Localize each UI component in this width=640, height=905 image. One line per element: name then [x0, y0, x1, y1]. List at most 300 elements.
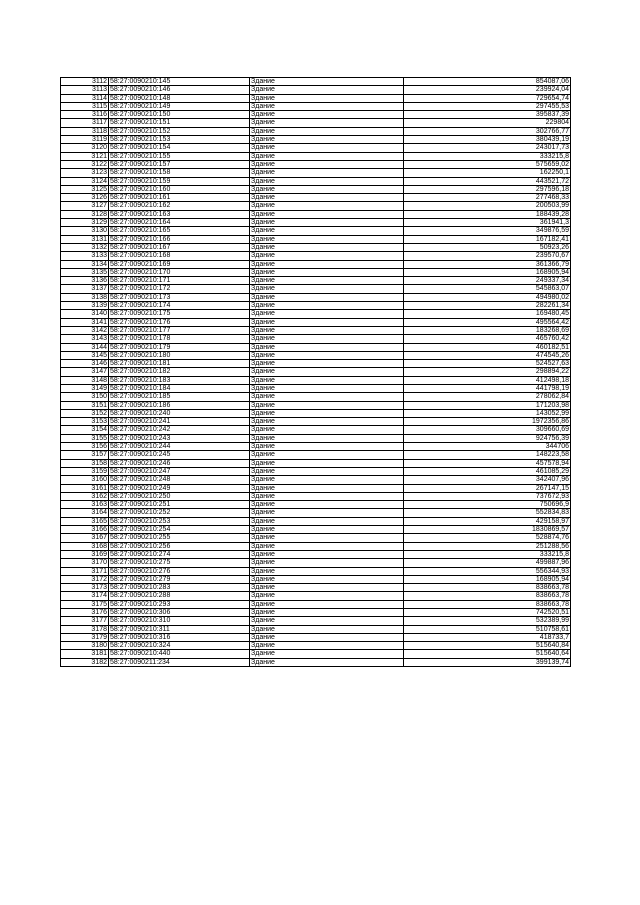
- cadastral-value-cell: 162250,1: [404, 169, 571, 177]
- table-row: [61, 210, 571, 218]
- cadastral-value-cell: 443521,72: [404, 177, 571, 185]
- table-row: [61, 351, 571, 359]
- table-row: [61, 119, 571, 127]
- row-number-cell: 3141: [61, 318, 109, 326]
- cadastral-value-cell: 838663,78: [404, 600, 571, 608]
- cadastral-value-cell: 838663,78: [404, 592, 571, 600]
- table-row: [61, 625, 571, 633]
- cadastral-value-cell: 229804: [404, 119, 571, 127]
- cadastral-value-cell: 474545,26: [404, 351, 571, 359]
- object-type-cell: Здание: [250, 443, 404, 451]
- object-type-cell: Здание: [250, 509, 404, 517]
- table-row: [61, 526, 571, 534]
- cadastral-value-cell: 277468,33: [404, 194, 571, 202]
- row-number-cell: 3134: [61, 260, 109, 268]
- row-number-cell: 3132: [61, 243, 109, 251]
- cadastral-value-cell: 460182,51: [404, 343, 571, 351]
- cadastral-value-cell: 495564,42: [404, 318, 571, 326]
- object-type-cell: Здание: [250, 401, 404, 409]
- table-row: [61, 592, 571, 600]
- cadastral-value-cell: 278062,84: [404, 393, 571, 401]
- cadastral-value-cell: 545863,07: [404, 285, 571, 293]
- cadastral-number-cell: 58:27:0090210:176: [109, 318, 250, 326]
- cadastral-number-cell: 58:27:0090210:178: [109, 335, 250, 343]
- cadastral-number-cell: 58:27:0090210:311: [109, 625, 250, 633]
- cadastral-number-cell: 58:27:0090210:243: [109, 434, 250, 442]
- table-row: [61, 94, 571, 102]
- row-number-cell: 3159: [61, 467, 109, 475]
- table-row: [61, 609, 571, 617]
- table-row: [61, 102, 571, 110]
- object-type-cell: Здание: [250, 310, 404, 318]
- row-number-cell: 3173: [61, 584, 109, 592]
- object-type-cell: Здание: [250, 78, 404, 86]
- object-type-cell: Здание: [250, 177, 404, 185]
- table-row: [61, 268, 571, 276]
- row-number-cell: 3177: [61, 617, 109, 625]
- cadastral-number-cell: 58:27:0090210:185: [109, 393, 250, 401]
- table-row: [61, 492, 571, 500]
- cadastral-value-cell: 251288,56: [404, 542, 571, 550]
- table-row: [61, 343, 571, 351]
- object-type-cell: Здание: [250, 235, 404, 243]
- row-number-cell: 3148: [61, 376, 109, 384]
- table-row: [61, 534, 571, 542]
- cadastral-value-cell: 556344,93: [404, 567, 571, 575]
- row-number-cell: 3180: [61, 642, 109, 650]
- cadastral-number-cell: 58:27:0090210:152: [109, 127, 250, 135]
- table-row: [61, 368, 571, 376]
- object-type-cell: Здание: [250, 144, 404, 152]
- cadastral-number-cell: 58:27:0090210:250: [109, 492, 250, 500]
- cadastral-value-cell: 412498,18: [404, 376, 571, 384]
- object-type-cell: Здание: [250, 650, 404, 658]
- row-number-cell: 3122: [61, 160, 109, 168]
- table-row: [61, 136, 571, 144]
- cadastral-number-cell: 58:27:0090210:173: [109, 293, 250, 301]
- cadastral-value-cell: 461085,29: [404, 467, 571, 475]
- row-number-cell: 3124: [61, 177, 109, 185]
- row-number-cell: 3156: [61, 443, 109, 451]
- row-number-cell: 3161: [61, 484, 109, 492]
- table-row: [61, 484, 571, 492]
- table-row: [61, 509, 571, 517]
- cadastral-number-cell: 58:27:0090210:162: [109, 202, 250, 210]
- table-row: [61, 650, 571, 658]
- table-row: [61, 559, 571, 567]
- cadastral-number-cell: 58:27:0090210:253: [109, 517, 250, 525]
- table-row: [61, 144, 571, 152]
- cadastral-number-cell: 58:27:0090210:159: [109, 177, 250, 185]
- cadastral-value-cell: 171203,98: [404, 401, 571, 409]
- row-number-cell: 3130: [61, 227, 109, 235]
- cadastral-number-cell: 58:27:0090210:167: [109, 243, 250, 251]
- row-number-cell: 3151: [61, 401, 109, 409]
- object-type-cell: Здание: [250, 476, 404, 484]
- cadastral-number-cell: 58:27:0090210:288: [109, 592, 250, 600]
- cadastral-number-cell: 58:27:0090210:324: [109, 642, 250, 650]
- cadastral-value-cell: 750696,9: [404, 501, 571, 509]
- cadastral-value-cell: 349876,59: [404, 227, 571, 235]
- row-number-cell: 3139: [61, 302, 109, 310]
- cadastral-number-cell: 58:27:0090210:182: [109, 368, 250, 376]
- row-number-cell: 3123: [61, 169, 109, 177]
- cadastral-value-cell: 249337,34: [404, 277, 571, 285]
- row-number-cell: 3113: [61, 86, 109, 94]
- cadastral-value-cell: 298894,22: [404, 368, 571, 376]
- row-number-cell: 3142: [61, 326, 109, 334]
- cadastral-number-cell: 58:27:0090210:274: [109, 550, 250, 558]
- cadastral-number-cell: 58:27:0090210:146: [109, 86, 250, 94]
- table-row: [61, 476, 571, 484]
- cadastral-value-cell: 342407,96: [404, 476, 571, 484]
- table-row: [61, 633, 571, 641]
- cadastral-number-cell: 58:27:0090210:248: [109, 476, 250, 484]
- object-type-cell: Здание: [250, 343, 404, 351]
- object-type-cell: Здание: [250, 119, 404, 127]
- cadastral-value-cell: 515640,64: [404, 650, 571, 658]
- object-type-cell: Здание: [250, 534, 404, 542]
- object-type-cell: Здание: [250, 318, 404, 326]
- row-number-cell: 3140: [61, 310, 109, 318]
- table-row: [61, 467, 571, 475]
- object-type-cell: Здание: [250, 642, 404, 650]
- object-type-cell: Здание: [250, 94, 404, 102]
- cadastral-number-cell: 58:27:0090210:244: [109, 443, 250, 451]
- row-number-cell: 3125: [61, 185, 109, 193]
- cadastral-value-cell: 333215,8: [404, 550, 571, 558]
- object-type-cell: Здание: [250, 102, 404, 110]
- cadastral-number-cell: 58:27:0090210:283: [109, 584, 250, 592]
- cadastral-number-cell: 58:27:0090210:246: [109, 459, 250, 467]
- object-type-cell: Здание: [250, 185, 404, 193]
- cadastral-number-cell: 58:27:0090210:293: [109, 600, 250, 608]
- object-type-cell: Здание: [250, 451, 404, 459]
- row-number-cell: 3150: [61, 393, 109, 401]
- object-type-cell: Здание: [250, 542, 404, 550]
- cadastral-value-cell: 188439,28: [404, 210, 571, 218]
- cadastral-value-cell: 441798,19: [404, 384, 571, 392]
- cadastral-value-cell: 200503,99: [404, 202, 571, 210]
- object-type-cell: Здание: [250, 633, 404, 641]
- table-row: [61, 393, 571, 401]
- table-row: [61, 384, 571, 392]
- row-number-cell: 3121: [61, 152, 109, 160]
- cadastral-value-cell: 297455,53: [404, 102, 571, 110]
- object-type-cell: Здание: [250, 526, 404, 534]
- cadastral-value-cell: 494980,02: [404, 293, 571, 301]
- object-type-cell: Здание: [250, 86, 404, 94]
- cadastral-value-cell: 465760,42: [404, 335, 571, 343]
- cadastral-number-cell: 58:27:0090210:240: [109, 409, 250, 417]
- row-number-cell: 3165: [61, 517, 109, 525]
- object-type-cell: Здание: [250, 393, 404, 401]
- cadastral-value-cell: 737672,93: [404, 492, 571, 500]
- object-type-cell: Здание: [250, 210, 404, 218]
- table-row: [61, 542, 571, 550]
- object-type-cell: Здание: [250, 600, 404, 608]
- cadastral-number-cell: 58:27:0090210:181: [109, 360, 250, 368]
- object-type-cell: Здание: [250, 260, 404, 268]
- cadastral-value-table: [60, 77, 571, 667]
- object-type-cell: Здание: [250, 592, 404, 600]
- object-type-cell: Здание: [250, 326, 404, 334]
- row-number-cell: 3182: [61, 658, 109, 666]
- row-number-cell: 3120: [61, 144, 109, 152]
- table-row: [61, 617, 571, 625]
- row-number-cell: 3137: [61, 285, 109, 293]
- cadastral-number-cell: 58:27:0090210:247: [109, 467, 250, 475]
- cadastral-number-cell: 58:27:0090210:170: [109, 268, 250, 276]
- object-type-cell: Здание: [250, 111, 404, 119]
- cadastral-number-cell: 58:27:0090210:158: [109, 169, 250, 177]
- table-row: [61, 575, 571, 583]
- row-number-cell: 3166: [61, 526, 109, 534]
- table-row: [61, 584, 571, 592]
- table-row: [61, 152, 571, 160]
- row-number-cell: 3131: [61, 235, 109, 243]
- object-type-cell: Здание: [250, 136, 404, 144]
- cadastral-value-cell: 169480,45: [404, 310, 571, 318]
- table-row: [61, 335, 571, 343]
- row-number-cell: 3164: [61, 509, 109, 517]
- cadastral-value-cell: 1830869,57: [404, 526, 571, 534]
- cadastral-number-cell: 58:27:0090210:310: [109, 617, 250, 625]
- object-type-cell: Здание: [250, 335, 404, 343]
- cadastral-value-cell: 168905,94: [404, 268, 571, 276]
- cadastral-value-cell: 333215,8: [404, 152, 571, 160]
- row-number-cell: 3126: [61, 194, 109, 202]
- table-row: [61, 185, 571, 193]
- table-row: [61, 318, 571, 326]
- row-number-cell: 3179: [61, 633, 109, 641]
- object-type-cell: Здание: [250, 302, 404, 310]
- cadastral-value-cell: 457578,94: [404, 459, 571, 467]
- row-number-cell: 3169: [61, 550, 109, 558]
- cadastral-number-cell: 58:27:0090210:145: [109, 78, 250, 86]
- object-type-cell: Здание: [250, 617, 404, 625]
- object-type-cell: Здание: [250, 517, 404, 525]
- object-type-cell: Здание: [250, 467, 404, 475]
- cadastral-number-cell: 58:27:0090210:186: [109, 401, 250, 409]
- table-row: [61, 443, 571, 451]
- cadastral-number-cell: 58:27:0090210:166: [109, 235, 250, 243]
- cadastral-number-cell: 58:27:0090210:279: [109, 575, 250, 583]
- cadastral-number-cell: 58:27:0090210:180: [109, 351, 250, 359]
- cadastral-number-cell: 58:27:0090210:177: [109, 326, 250, 334]
- row-number-cell: 3129: [61, 219, 109, 227]
- object-type-cell: Здание: [250, 501, 404, 509]
- cadastral-number-cell: 58:27:0090210:169: [109, 260, 250, 268]
- table-row: [61, 227, 571, 235]
- object-type-cell: Здание: [250, 169, 404, 177]
- row-number-cell: 3155: [61, 434, 109, 442]
- object-type-cell: Здание: [250, 252, 404, 260]
- object-type-cell: Здание: [250, 492, 404, 500]
- cadastral-number-cell: 58:27:0090210:157: [109, 160, 250, 168]
- cadastral-value-cell: 510758,61: [404, 625, 571, 633]
- row-number-cell: 3138: [61, 293, 109, 301]
- table-row: [61, 260, 571, 268]
- object-type-cell: Здание: [250, 285, 404, 293]
- object-type-cell: Здание: [250, 550, 404, 558]
- object-type-cell: Здание: [250, 625, 404, 633]
- row-number-cell: 3143: [61, 335, 109, 343]
- cadastral-value-cell: 239924,04: [404, 86, 571, 94]
- row-number-cell: 3145: [61, 351, 109, 359]
- table-row: [61, 252, 571, 260]
- cadastral-value-cell: 380439,19: [404, 136, 571, 144]
- cadastral-number-cell: 58:27:0090210:153: [109, 136, 250, 144]
- table-row: [61, 78, 571, 86]
- cadastral-number-cell: 58:27:0090210:306: [109, 609, 250, 617]
- cadastral-number-cell: 58:27:0090210:148: [109, 94, 250, 102]
- row-number-cell: 3117: [61, 119, 109, 127]
- cadastral-number-cell: 58:27:0090210:161: [109, 194, 250, 202]
- table-row: [61, 409, 571, 417]
- row-number-cell: 3160: [61, 476, 109, 484]
- table-row: [61, 202, 571, 210]
- cadastral-number-cell: 58:27:0090210:256: [109, 542, 250, 550]
- cadastral-value-cell: 838663,78: [404, 584, 571, 592]
- table-row: [61, 550, 571, 558]
- row-number-cell: 3176: [61, 609, 109, 617]
- row-number-cell: 3119: [61, 136, 109, 144]
- object-type-cell: Здание: [250, 243, 404, 251]
- table-row: [61, 600, 571, 608]
- cadastral-number-cell: 58:27:0090210:160: [109, 185, 250, 193]
- table-row: [61, 376, 571, 384]
- cadastral-value-cell: 552834,83: [404, 509, 571, 517]
- cadastral-number-cell: 58:27:0090210:184: [109, 384, 250, 392]
- object-type-cell: Здание: [250, 609, 404, 617]
- cadastral-number-cell: 58:27:0090210:255: [109, 534, 250, 542]
- cadastral-value-cell: 418733,7: [404, 633, 571, 641]
- cadastral-number-cell: 58:27:0090210:183: [109, 376, 250, 384]
- cadastral-number-cell: 58:27:0090211:234: [109, 658, 250, 666]
- row-number-cell: 3146: [61, 360, 109, 368]
- object-type-cell: Здание: [250, 202, 404, 210]
- object-type-cell: Здание: [250, 384, 404, 392]
- cadastral-number-cell: 58:27:0090210:276: [109, 567, 250, 575]
- row-number-cell: 3174: [61, 592, 109, 600]
- cadastral-number-cell: 58:27:0090210:150: [109, 111, 250, 119]
- row-number-cell: 3154: [61, 426, 109, 434]
- table-row: [61, 567, 571, 575]
- row-number-cell: 3158: [61, 459, 109, 467]
- cadastral-value-cell: 854087,06: [404, 78, 571, 86]
- table-row: [61, 243, 571, 251]
- cadastral-value-cell: 361941,3: [404, 219, 571, 227]
- table-row: [61, 360, 571, 368]
- table-row: [61, 169, 571, 177]
- row-number-cell: 3152: [61, 409, 109, 417]
- table-row: [61, 434, 571, 442]
- cadastral-value-cell: 361366,79: [404, 260, 571, 268]
- cadastral-value-cell: 243017,73: [404, 144, 571, 152]
- cadastral-number-cell: 58:27:0090210:155: [109, 152, 250, 160]
- table-row: [61, 418, 571, 426]
- cadastral-value-cell: 924756,39: [404, 434, 571, 442]
- table-row: [61, 277, 571, 285]
- cadastral-number-cell: 58:27:0090210:154: [109, 144, 250, 152]
- object-type-cell: Здание: [250, 426, 404, 434]
- cadastral-value-cell: 143052,99: [404, 409, 571, 417]
- object-type-cell: Здание: [250, 409, 404, 417]
- cadastral-value-cell: 302766,77: [404, 127, 571, 135]
- cadastral-number-cell: 58:27:0090210:242: [109, 426, 250, 434]
- cadastral-value-cell: 183268,69: [404, 326, 571, 334]
- object-type-cell: Здание: [250, 360, 404, 368]
- cadastral-value-cell: 167182,41: [404, 235, 571, 243]
- table-row: [61, 426, 571, 434]
- cadastral-number-cell: 58:27:0090210:275: [109, 559, 250, 567]
- object-type-cell: Здание: [250, 418, 404, 426]
- object-type-cell: Здание: [250, 351, 404, 359]
- row-number-cell: 3163: [61, 501, 109, 509]
- row-number-cell: 3157: [61, 451, 109, 459]
- object-type-cell: Здание: [250, 575, 404, 583]
- object-type-cell: Здание: [250, 227, 404, 235]
- row-number-cell: 3115: [61, 102, 109, 110]
- table-row: [61, 160, 571, 168]
- table-row: [61, 326, 571, 334]
- cadastral-number-cell: 58:27:0090210:245: [109, 451, 250, 459]
- row-number-cell: 3153: [61, 418, 109, 426]
- table-row: [61, 451, 571, 459]
- table-row: [61, 219, 571, 227]
- row-number-cell: 3178: [61, 625, 109, 633]
- cadastral-number-cell: 58:27:0090210:254: [109, 526, 250, 534]
- row-number-cell: 3128: [61, 210, 109, 218]
- cadastral-value-cell: 309660,69: [404, 426, 571, 434]
- table-row: [61, 235, 571, 243]
- object-type-cell: Здание: [250, 484, 404, 492]
- cadastral-value-cell: 282261,34: [404, 302, 571, 310]
- cadastral-value-cell: 297596,18: [404, 185, 571, 193]
- row-number-cell: 3168: [61, 542, 109, 550]
- cadastral-value-cell: 524527,63: [404, 360, 571, 368]
- row-number-cell: 3147: [61, 368, 109, 376]
- object-type-cell: Здание: [250, 219, 404, 227]
- row-number-cell: 3181: [61, 650, 109, 658]
- object-type-cell: Здание: [250, 152, 404, 160]
- cadastral-number-cell: 58:27:0090210:163: [109, 210, 250, 218]
- row-number-cell: 3116: [61, 111, 109, 119]
- table-row: [61, 401, 571, 409]
- object-type-cell: Здание: [250, 376, 404, 384]
- cadastral-value-cell: 267147,15: [404, 484, 571, 492]
- table-row: [61, 293, 571, 301]
- table-row: [61, 310, 571, 318]
- cadastral-value-cell: 528874,76: [404, 534, 571, 542]
- object-type-cell: Здание: [250, 194, 404, 202]
- object-type-cell: Здание: [250, 584, 404, 592]
- cadastral-value-cell: 148223,58: [404, 451, 571, 459]
- table-row: [61, 127, 571, 135]
- object-type-cell: Здание: [250, 268, 404, 276]
- row-number-cell: 3171: [61, 567, 109, 575]
- table-row: [61, 642, 571, 650]
- cadastral-number-cell: 58:27:0090210:149: [109, 102, 250, 110]
- row-number-cell: 3136: [61, 277, 109, 285]
- cadastral-value-cell: 742520,51: [404, 609, 571, 617]
- object-type-cell: Здание: [250, 559, 404, 567]
- row-number-cell: 3118: [61, 127, 109, 135]
- cadastral-value-cell: 344706: [404, 443, 571, 451]
- object-type-cell: Здание: [250, 368, 404, 376]
- object-type-cell: Здание: [250, 160, 404, 168]
